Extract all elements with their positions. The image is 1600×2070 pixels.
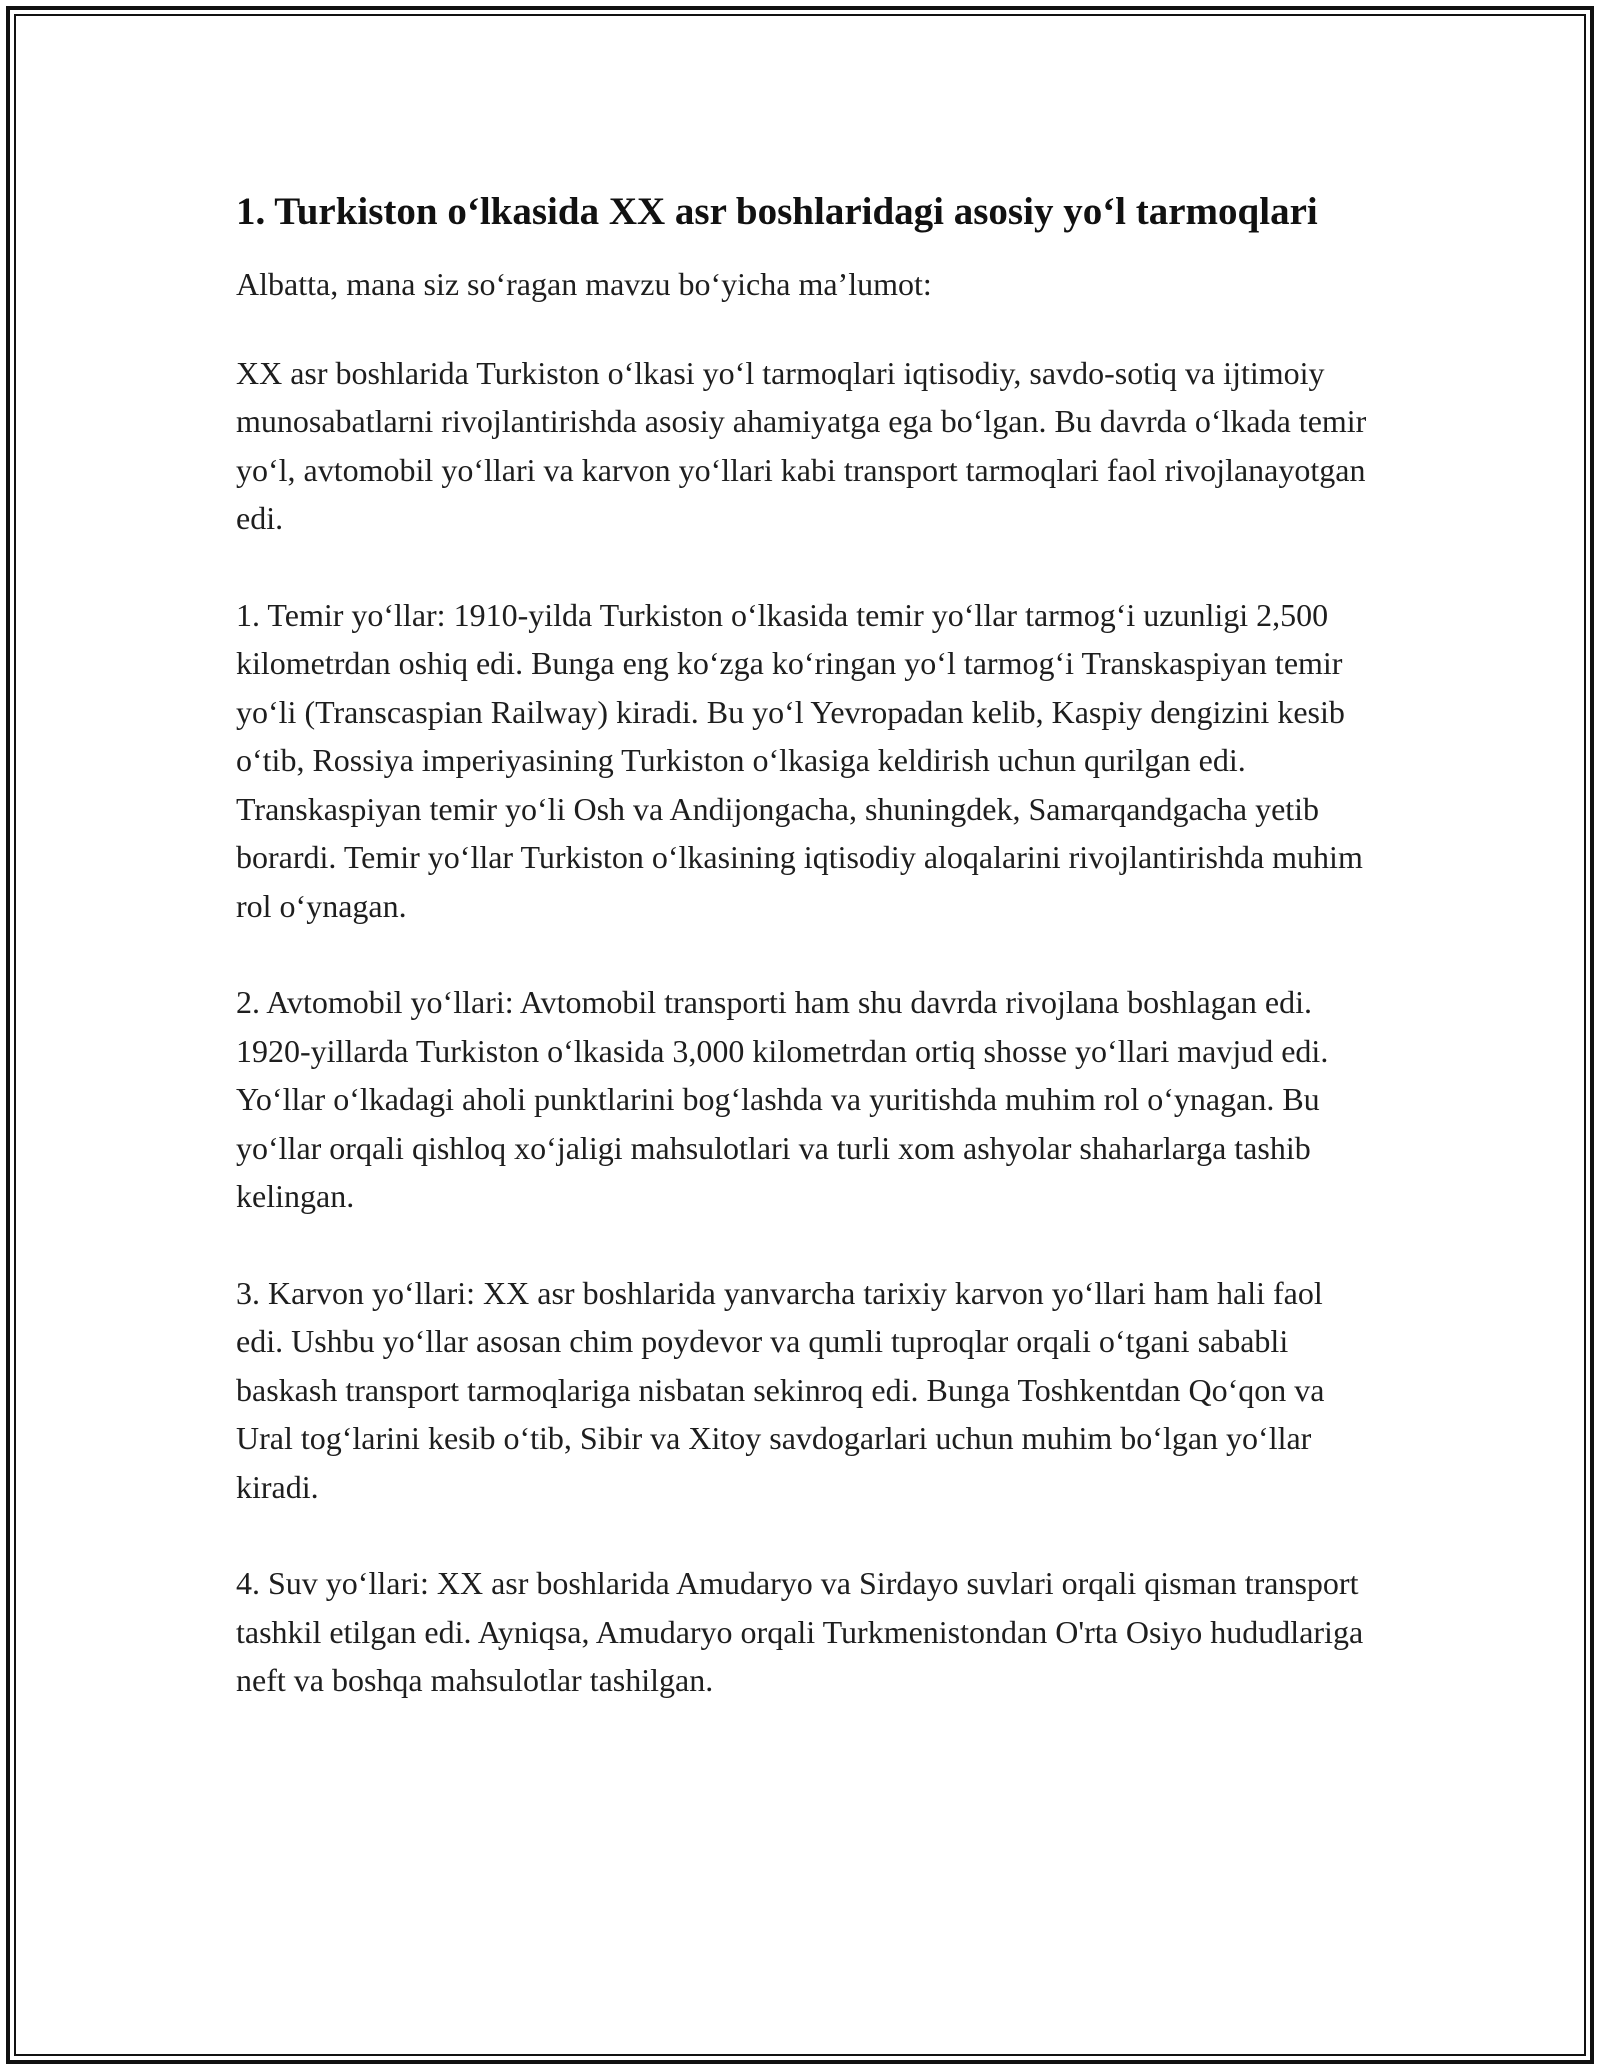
paragraph-caravan-routes: 3. Karvon yo‘llari: XX asr boshlarida yanvarcha tarixiy karvon yo‘llari ham hali faol edi. Ushbu yo‘llar asosan chim poydevor va qumli tuproqlar orqali o‘tgani sababli baskash transport tarmoqlariga nisbatan sekinroq edi. Bunga Toshkentdan Qo‘qon va Ural tog‘larini kesib o‘tib, Sibir va Xitoy savdogarlari uchun muhim bo‘lgan yo‘llar kiradi. [236,1274,1325,1505]
document-heading: 1. Turkiston o‘lkasida XX asr boshlaridagi asosiy yo‘l tarmoqlari [236,190,1318,233]
intro-paragraph: Albatta, mana siz so‘ragan mavzu bo‘yicha ma’lumot: [236,266,932,302]
paragraph-railways: 1. Temir yo‘llar: 1910-yilda Turkiston o‘lkasida temir yo‘llar tarmog‘i uzunligi 2,500 kilometrdan oshiq edi. Bunga eng ko‘zga ko‘ringan yo‘l tarmog‘i Transkaspiyan temir yo‘li (Transcaspian Railway) kiradi. Bu yo‘l Yevropadan kelib, Kaspiy dengizini kesib o‘tib, Rossiya imperiyasining Turkiston o‘lkasiga keldirish uchun qurilgan edi. Transkaspiyan temir yo‘li Osh va Andijongacha, shuningdek, Samarqandgacha yetib borardi. Temir yo‘llar Turkiston o‘lkasining iqtisodiy aloqalarini rivojlantirishda muhim rol o‘ynagan. [236,596,1363,924]
paragraph-overview: XX asr boshlarida Turkiston o‘lkasi yo‘l tarmoqlari iqtisodiy, savdo-sotiq va ijtimoiy munosabatlarni rivojlantirishda asosiy ahamiyatga ega bo‘lgan. Bu davrda o‘lkada temir yo‘l, avtomobil yo‘llari va karvon yo‘llari kabi transport tarmoqlari faol rivojlanayotgan edi. [236,354,1367,536]
paragraph-waterways: 4. Suv yo‘llari: XX asr boshlarida Amudaryo va Sirdayo suvlari orqali qisman transport tashkil etilgan edi. Ayniqsa, Amudaryo orqali Turkmenistondan O'rta Osiyo hududlariga neft va boshqa mahsulotlar tashilgan. [236,1565,1364,1698]
document-body [236,186,1376,1753]
paragraph-roads: 2. Avtomobil yo‘llari: Avtomobil transporti ham shu davrda rivojlana boshlagan edi. 1920-yillarda Turkiston o‘lkasida 3,000 kilometrdan ortiq shosse yo‘llari mavjud edi. Yo‘llar o‘lkadagi aholi punktlarini bog‘lashda va yuritishda muhim rol o‘ynagan. Bu yo‘llar orqali qishloq xo‘jaligi mahsulotlari va turli xom ashyolar shaharlarga tashib kelingan. [236,984,1329,1214]
